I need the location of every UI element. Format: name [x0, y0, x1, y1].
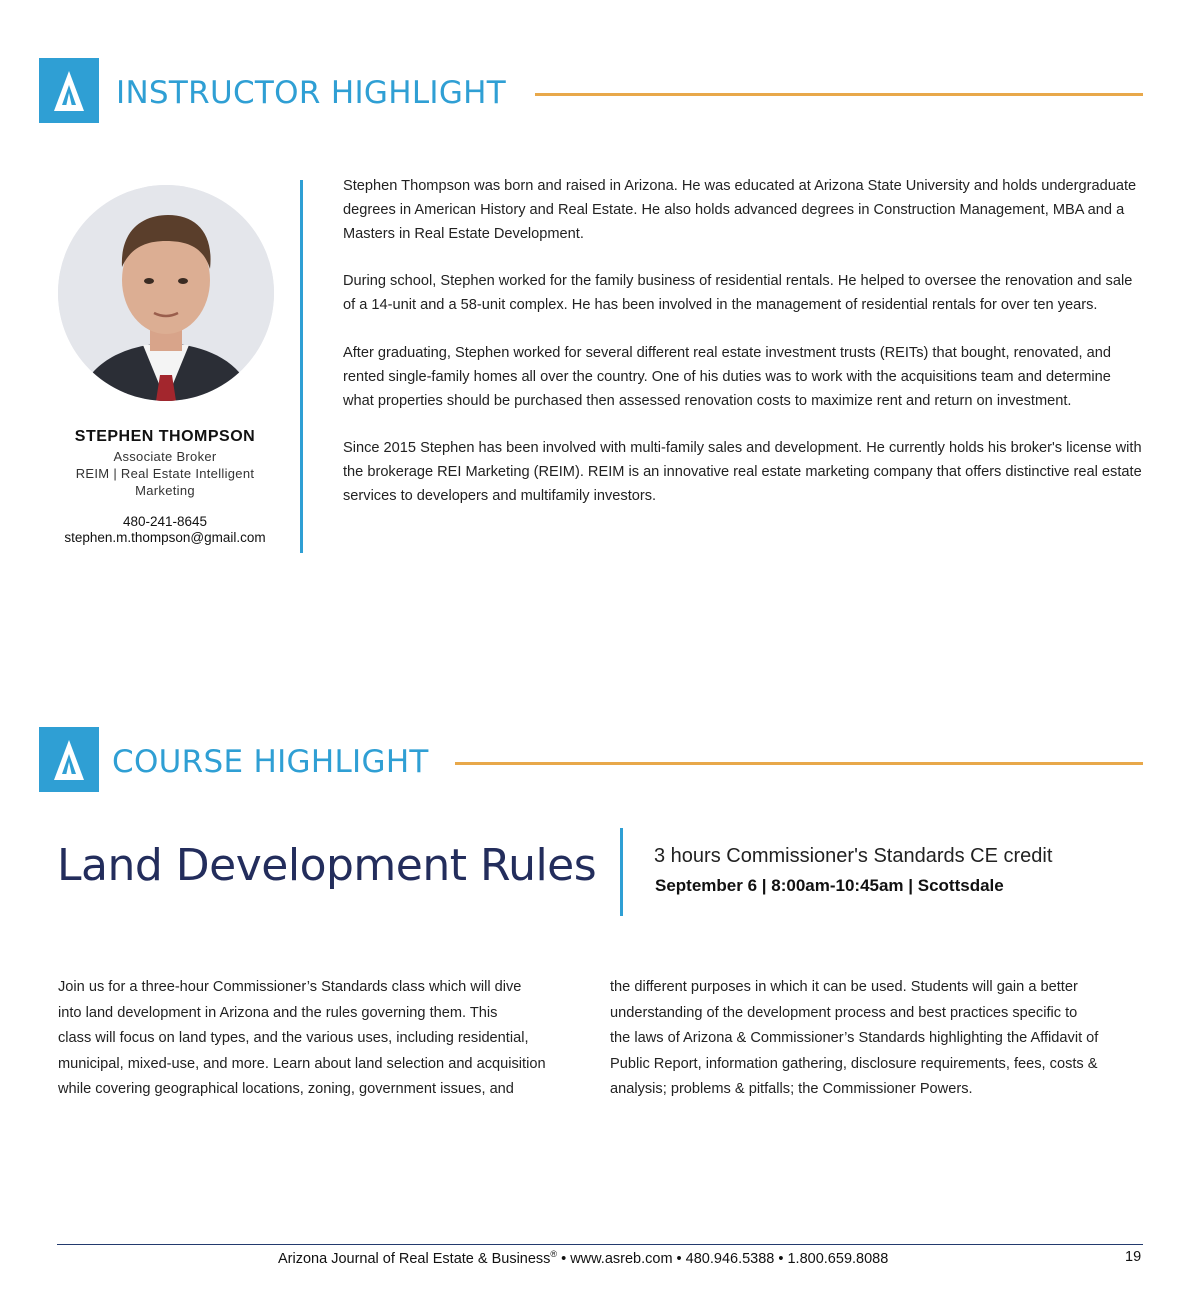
instructor-company-cont: Marketing: [135, 483, 195, 498]
instructor-section-title: INSTRUCTOR HIGHLIGHT: [116, 75, 507, 111]
instructor-email[interactable]: stephen.m.thompson@gmail.com: [64, 530, 266, 545]
bio-paragraph: During school, Stephen worked for the family business of residential rentals. He helped to oversee the renovation and sale of a 14-unit and a 58-unit complex. He has been involved in the management of residential rentals for over ten years.: [343, 273, 1133, 314]
course-section-title: COURSE HIGHLIGHT: [112, 744, 429, 780]
instructor-photo: [58, 185, 274, 401]
bio-paragraph: After graduating, Stephen worked for several different real estate investment trusts (REITs) that bought, renovated, and rented single-family homes all over the country. One of his duties was to work with the acquisitions team and determine what properties should be purchased then assessed renovation costs to maximize rent and return on investment.: [343, 344, 1111, 409]
course-description-left: Join us for a three-hour Commissioner’s Standards class which will dive into land development in Arizona and the rules governing them. This class will focus on land types, and the various uses, including residential, municipal, mixed-use, and more. Learn about land selection and acquisition while covering geographical locations, zoning, government issues, and: [58, 979, 546, 1097]
asreb-logo-icon: [39, 727, 99, 792]
course-title: Land Development Rules: [57, 840, 597, 891]
section-divider: [455, 762, 1143, 765]
course-schedule: September 6 | 8:00am-10:45am | Scottsdale: [655, 876, 1004, 895]
instructor-phone: 480-241-8645: [122, 514, 208, 529]
instructor-company: REIM | Real Estate Intelligent: [75, 466, 255, 481]
footer-contact: • www.asreb.com • 480.946.5388 • 1.800.659.8088: [557, 1250, 889, 1267]
vertical-divider: [300, 180, 303, 553]
bio-paragraph: Stephen Thompson was born and raised in Arizona. He was educated at Arizona State University and holds undergraduate degrees in American History and Real Estate. He also holds advanced degrees in Construction Management, MBA and a Masters in Real Estate Development.: [343, 178, 1137, 242]
footer-publication-line: [278, 1249, 888, 1267]
vertical-divider: [620, 828, 623, 916]
asreb-logo-icon: [39, 58, 99, 123]
publication-name: Arizona Journal of Real Estate & Business: [278, 1250, 551, 1267]
course-credit: 3 hours Commissioner's Standards CE credit: [654, 845, 1053, 867]
page-number: 19: [1125, 1249, 1142, 1265]
registered-mark: ®: [550, 1249, 558, 1259]
instructor-details: [40, 448, 290, 499]
section-divider: [535, 93, 1143, 96]
footer-divider: [57, 1244, 1143, 1245]
bio-paragraph: Since 2015 Stephen has been involved with multi-family sales and development. He currently holds his broker's license with the brokerage REI Marketing (REIM). REIM is an innovative real estate marketing company that offers distinctive real estate services to developers and multifamily investors.: [343, 440, 1142, 504]
instructor-contact: [40, 514, 290, 546]
instructor-role: Associate Broker: [113, 449, 217, 464]
instructor-name: STEPHEN THOMPSON: [74, 428, 256, 445]
course-description-right: the different purposes in which it can be used. Students will gain a better understanding of the development process and best practices specific to the laws of Arizona & Commissioner’s Standards highlighting the Affidavit of Public Report, information gathering, disclosure requirements, fees, costs & analysis; problems & pitfalls; the Commissioner Powers.: [610, 979, 1099, 1097]
instructor-bio: [343, 175, 1143, 533]
